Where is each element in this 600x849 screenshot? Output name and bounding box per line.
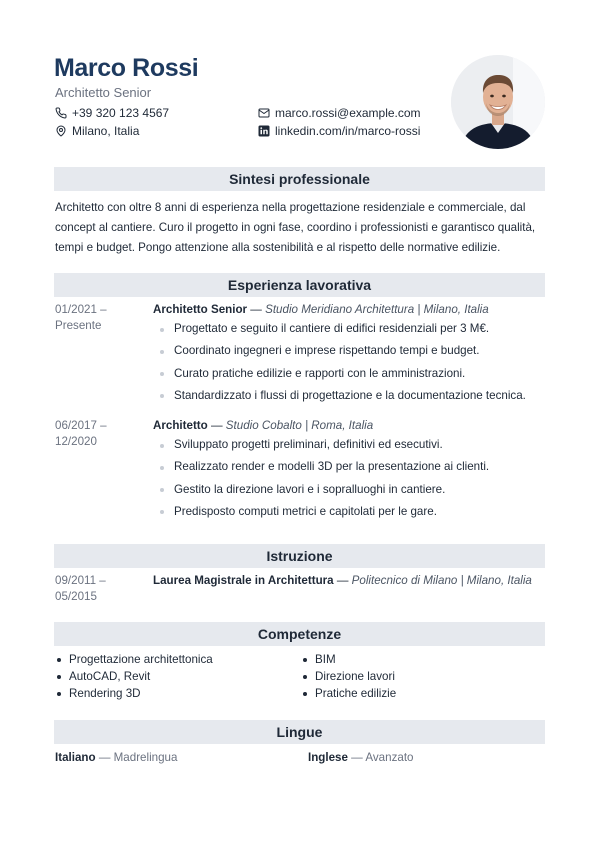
phone-icon: [55, 107, 67, 119]
mail-icon: [258, 107, 270, 119]
skill-item: BIM: [301, 651, 396, 668]
section-skills-heading: Competenze: [54, 622, 545, 646]
job-bullets: [160, 318, 526, 407]
language-item: [308, 751, 414, 764]
contact-phone: [55, 106, 169, 120]
language-separator: —: [347, 751, 366, 764]
education-date-start: 09/2011 –: [55, 574, 106, 587]
portrait-illustration: [451, 55, 545, 149]
job-bullet: Curato pratiche edilizie e rapporti con le amministrazioni.: [160, 363, 526, 385]
education-date-end: 05/2015: [55, 590, 97, 603]
education-date: [55, 573, 106, 605]
skill-item: Direzione lavori: [301, 668, 396, 685]
contact-email[interactable]: [258, 106, 421, 120]
summary-text: Architetto con oltre 8 anni di esperienza nella progettazione residenziale e commerciale, dal concept al cantiere. Curo il progetto in ogni fase, coordino i professionisti e garantisco qualità, tempi e budget. Pongo attenzione alla sostenibilità e al rispetto delle normative edilizie.: [55, 201, 536, 254]
linkedin-icon: [258, 125, 270, 137]
job-heading: [153, 419, 373, 432]
job-date-end: 12/2020: [55, 435, 97, 448]
job-date-start: 06/2017 –: [55, 419, 107, 432]
skills-column-1: [55, 651, 213, 702]
job-company: Studio Cobalto | Roma, Italia: [225, 419, 374, 432]
language-separator: —: [95, 751, 114, 764]
phone-text: +39 320 123 4567: [72, 106, 170, 120]
job-separator: —: [207, 419, 226, 432]
education-degree: Laurea Magistrale in Architettura: [153, 574, 334, 587]
language-level: Avanzato: [365, 751, 414, 764]
job-bullet: Predisposto computi metrici e capitolati per le gare.: [160, 501, 489, 523]
job-bullet: Standardizzato i flussi di progettazione e la documentazione tecnica.: [160, 385, 526, 407]
skill-item: Progettazione architettonica: [55, 651, 213, 668]
section-summary-heading: Sintesi professionale: [54, 167, 545, 191]
language-name: Inglese: [308, 751, 348, 764]
skill-item: AutoCAD, Revit: [55, 668, 213, 685]
location-text: Milano, Italia: [72, 124, 140, 138]
job-date-start: 01/2021 –: [55, 303, 107, 316]
education-school: Politecnico di Milano | Milano, Italia: [351, 574, 532, 587]
job-bullet: Progettato e seguito il cantiere di edifici residenziali per 3 M€.: [160, 318, 526, 340]
job-bullet: Sviluppato progetti preliminari, definitivi ed esecutivi.: [160, 434, 489, 456]
skill-item: Pratiche edilizie: [301, 685, 396, 702]
job-date: [55, 418, 107, 450]
language-name: Italiano: [55, 751, 96, 764]
job-title: Architetto: [153, 419, 208, 432]
linkedin-link[interactable]: linkedin.com/in/marco-rossi: [275, 124, 421, 138]
education-heading: [153, 574, 532, 587]
candidate-name: Marco Rossi: [54, 54, 199, 82]
section-education-heading: Istruzione: [54, 544, 545, 568]
job-bullet: Coordinato ingegneri e imprese rispettando tempi e budget.: [160, 340, 526, 362]
section-experience-heading: Esperienza lavorativa: [54, 273, 545, 297]
email-link[interactable]: marco.rossi@example.com: [275, 106, 421, 120]
job-heading: [153, 303, 489, 316]
skill-item: Rendering 3D: [55, 685, 213, 702]
job-date-end: Presente: [55, 319, 102, 332]
profile-photo: [451, 55, 545, 149]
language-item: [55, 751, 177, 764]
skills-column-2: [301, 651, 396, 702]
job-bullets: [160, 434, 489, 523]
contact-linkedin[interactable]: [258, 124, 420, 138]
candidate-role: Architetto Senior: [55, 85, 152, 100]
job-bullet: Gestito la direzione lavori e i sopralluoghi in cantiere.: [160, 479, 489, 501]
job-separator: —: [247, 303, 266, 316]
contact-location: [55, 124, 139, 138]
location-pin-icon: [55, 125, 67, 137]
job-title: Architetto Senior: [153, 303, 248, 316]
job-bullet: Realizzato render e modelli 3D per la presentazione ai clienti.: [160, 456, 489, 478]
language-level: Madrelingua: [113, 751, 178, 764]
job-company: Studio Meridiano Architettura | Milano, Italia: [265, 303, 489, 316]
education-separator: —: [333, 574, 352, 587]
section-languages-heading: Lingue: [54, 720, 545, 744]
job-date: [55, 302, 107, 334]
